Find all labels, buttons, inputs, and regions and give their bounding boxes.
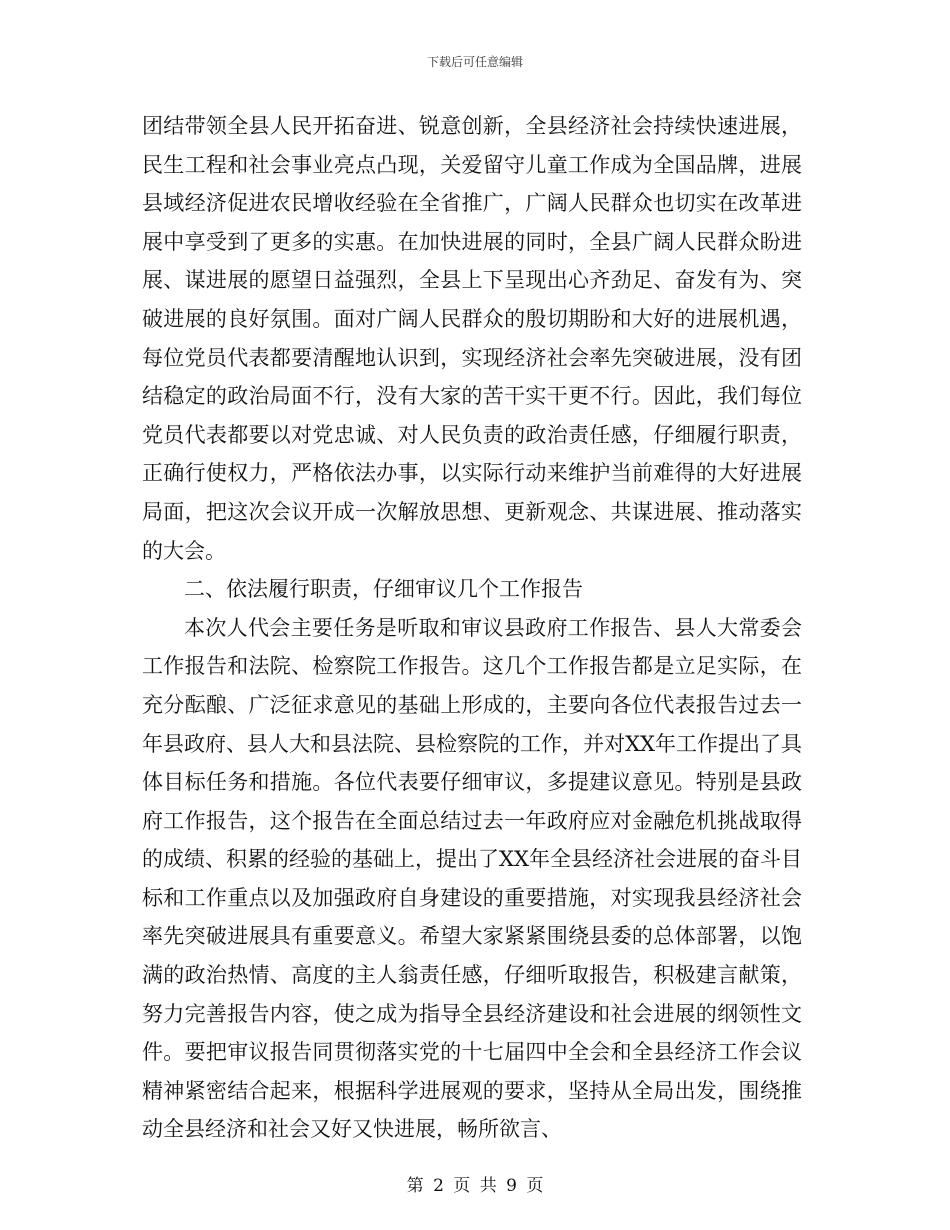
- document-body: [142, 107, 802, 1149]
- page-header: 下载后可任意编辑: [426, 55, 523, 69]
- section-heading: 二、依法履行职责，仔细审议几个工作报告: [184, 577, 583, 602]
- paragraph-body: 本次人代会主要任务是听取和审议县政府工作报告、县人大常委会工作报告和法院、检察院工作报告。这几个工作报告都是立足实际，在充分酝酿、广泛征求意见的基础上形成的，主要向各位代表报告过去一年县政府、县人大和县法院、县检察院的工作，并对XX年工作提出了具体目标任务和措施。各位代表要仔细审议，多提建议意见。特别是县政府工作报告，这个报告在全面总结过去一年政府应对金融危机挑战取得的成绩、积累的经验的基础上，提出了XX年全县经济社会进展的奋斗目标和工作重点以及加强政府自身建设的重要措施，对实现我县经济社会率先突破进展具有重要意义。希望大家紧紧围绕县委的总体部署，以饱满的政治热情、高度的主人翁责任感，仔细听取报告，积极建言献策，努力完善报告内容，使之成为指导全县经济建设和社会进展的纲领性文件。要把审议报告同贯彻落实党的十七届四中全会和全县经济工作会议精神紧密结合起来，根据科学进展观的要求，坚持从全局出发，围绕推动全县经济和社会又好又快进展，畅所欲言、: [142, 615, 802, 1142]
- paragraph-continuation: 团结带领全县人民开拓奋进、锐意创新，全县经济社会持续快速进展，民生工程和社会事业亮点凸现，关爱留守儿童工作成为全国品牌，进展县域经济促进农民增收经验在全省推广，广阔人民群众也切实在改革进展中享受到了更多的实惠。在加快进展的同时，全县广阔人民群众盼进展、谋进展的愿望日益强烈，全县上下呈现出心齐劲足、奋发有为、突破进展的良好氛围。面对广阔人民群众的殷切期盼和大好的进展机遇，每位党员代表都要清醒地认识到，实现经济社会率先突破进展，没有团结稳定的政治局面不行，没有大家的苦干实干更不行。因此，我们每位党员代表都要以对党忠诚、对人民负责的政治责任感，仔细履行职责，正确行使权力，严格依法办事，以实际行动来维护当前难得的大好进展局面，把这次会议开成一次解放思想、更新观念、共谋进展、推动落实的大会。: [142, 114, 802, 563]
- page-number-footer: 第 2 页 共 9 页: [406, 1176, 544, 1196]
